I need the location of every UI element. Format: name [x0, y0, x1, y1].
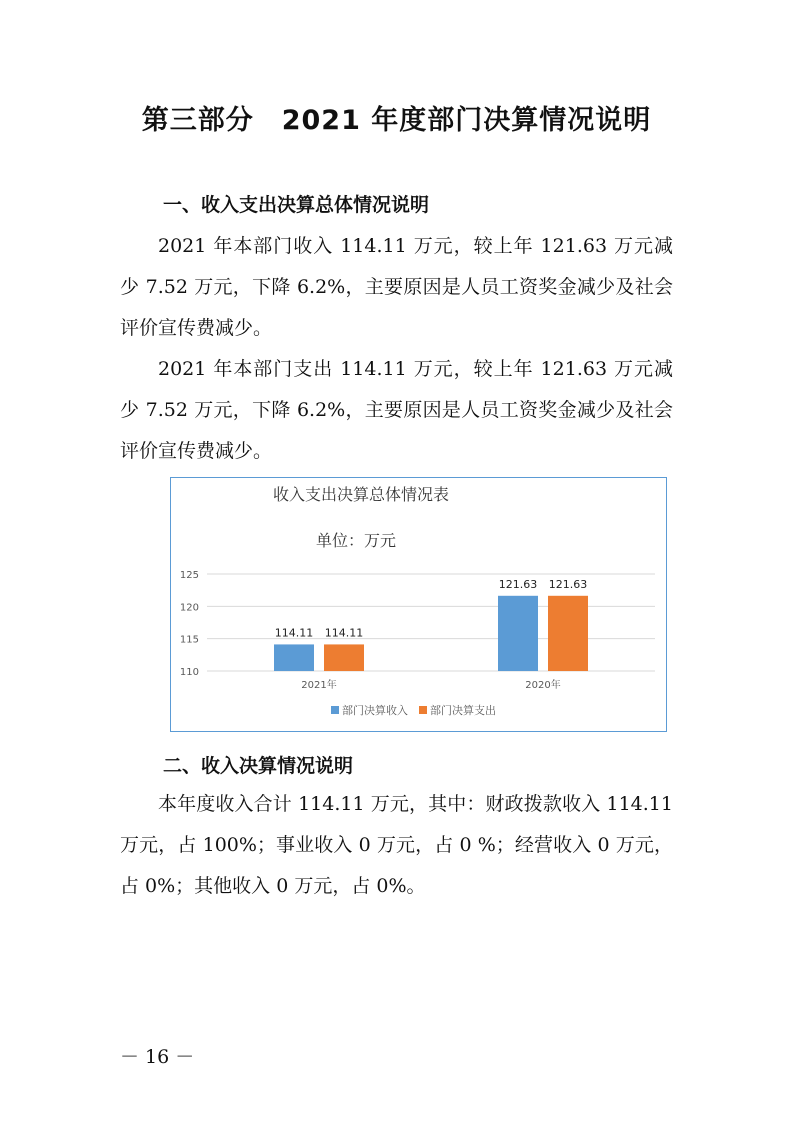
legend-label: 部门决算支出	[430, 704, 496, 717]
legend-swatch	[331, 706, 339, 714]
income-expense-chart	[170, 477, 667, 732]
chart-subtitle: 单位：万元	[315, 531, 397, 550]
y-tick-label: 125	[179, 570, 199, 581]
page-title: 第三部分 2021 年度部门决算情况说明	[141, 105, 652, 136]
section2-paragraph-1: 本年度收入合计 114.11 万元，其中：财政拨款收入 114.11 万元，占 100%；事业收入 0 万元，占 0 %；经营收入 0 万元，占 0%；其他收入 0 万元，占 0%。	[120, 793, 673, 897]
bar-expense	[324, 644, 364, 671]
y-tick-label: 115	[179, 634, 199, 646]
bar-income	[274, 644, 314, 671]
data-label: 114.11	[324, 626, 364, 640]
section2-heading: 二、收入决算情况说明	[163, 755, 354, 777]
y-tick-label: 120	[179, 602, 199, 614]
legend-label: 部门决算收入	[342, 704, 408, 717]
section1-paragraph-1: 2021 年本部门收入 114.11 万元，较上年 121.63 万元减少 7.52 万元，下降 6.2%，主要原因是人员工资奖金减少及社会评价宣传费减少。	[120, 235, 673, 339]
legend-swatch	[419, 706, 427, 714]
data-label: 114.11	[274, 626, 314, 640]
section1-heading: 一、收入支出决算总体情况说明	[163, 194, 430, 216]
x-tick-label: 2020年	[525, 680, 561, 691]
page-number: － 16 －	[120, 1046, 195, 1068]
bar-income	[498, 596, 538, 671]
chart-canvas	[171, 478, 666, 731]
chart-title: 收入支出决算总体情况表	[272, 485, 450, 504]
data-label: 121.63	[548, 577, 588, 591]
bar-expense	[548, 596, 588, 671]
section1-paragraph-2: 2021 年本部门支出 114.11 万元，较上年 121.63 万元减少 7.52 万元，下降 6.2%，主要原因是人员工资奖金减少及社会评价宣传费减少。	[120, 358, 673, 462]
x-tick-label: 2021年	[301, 680, 337, 691]
data-label: 121.63	[498, 577, 538, 591]
y-tick-label: 110	[179, 667, 199, 678]
